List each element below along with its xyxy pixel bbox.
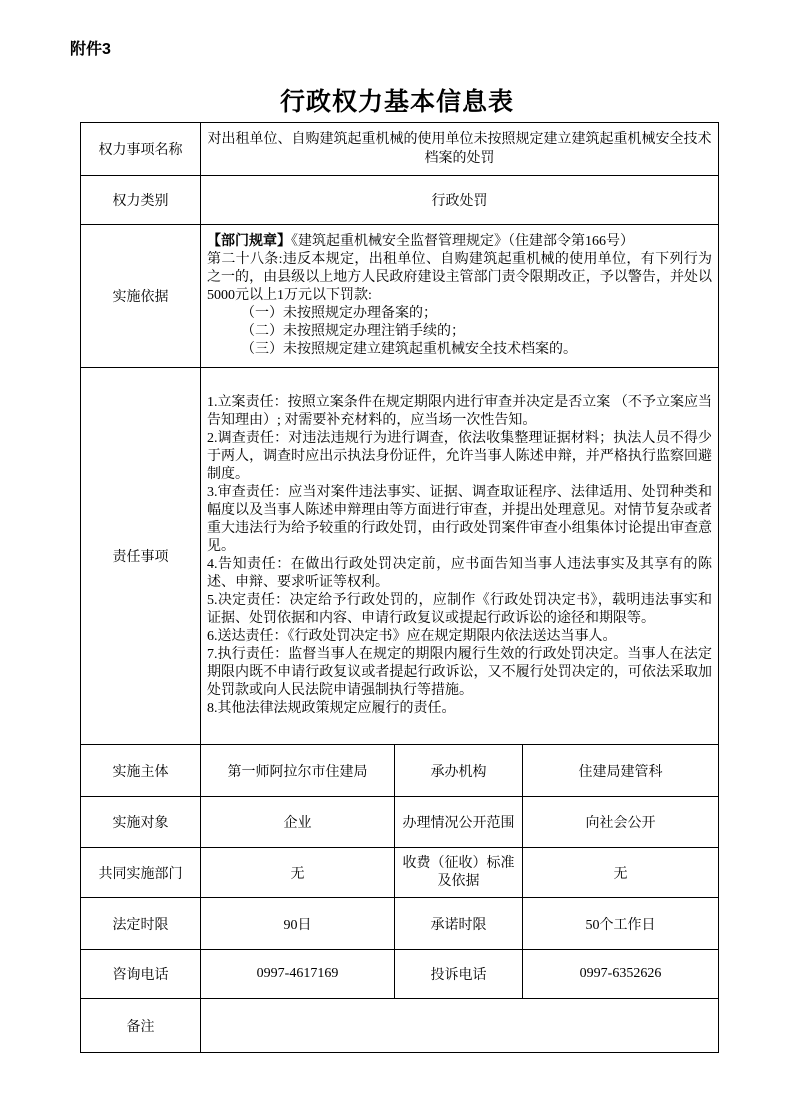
implementation-basis-label: 实施依据 [81,225,201,368]
basis-source-line [207,233,712,251]
remarks-label: 备注 [81,999,201,1053]
power-item-name-value: 对出租单位、自购建筑起重机械的使用单位未按照规定建立建筑起重机械安全技术档案的处罚 [201,123,719,176]
complaint-phone-label: 投诉电话 [395,950,523,999]
basis-source-title: 《建筑起重机械安全监督管理规定》（住建部令第166号） [291,234,634,249]
attachment-label: 附件3 [70,41,111,58]
fee-standard-label: 收费（征收）标准及依据 [395,848,523,898]
duty-item: 4.告知责任：在做出行政处罚决定前，应书面告知当事人违法事实及其享有的陈述、申辩、要求听证等权利。 [207,557,713,590]
row-joint-departments [81,848,719,898]
duty-item: 7.执行责任：监督当事人在规定的期限内履行生效的行政处罚决定。当事人在法定期限内既不申请行政复议或者提起行政诉讼，又不履行处罚决定的，可依法采取加处罚款或向人民法院申请强制执行等措施。 [207,647,713,698]
implementing-body-label: 实施主体 [81,745,201,797]
row-responsibility [81,368,719,745]
statutory-time-limit-label: 法定时限 [81,898,201,950]
row-consultation-phone [81,950,719,999]
basis-article: 第二十八条:违反本规定，出租单位、自购建筑起重机械的使用单位，有下列行为之一的，由县级以上地方人民政府建设主管部门责令限期改正，予以警告，并处以5000元以上1万元以下罚款: [207,252,713,303]
duty-item: 5.决定责任：决定给予行政处罚的，应制作《行政处罚决定书》，载明违法事实和证据、处罚依据和内容、申请行政复议或提起行政诉讼的途径和期限等。 [207,593,713,626]
basis-item: （二）未按照规定办理注销手续的； [241,324,465,339]
responsibility-label: 责任事项 [81,368,201,745]
duty-item: 8.其他法律法规政策规定应履行的责任。 [207,701,456,716]
implementation-target-label: 实施对象 [81,797,201,848]
row-implementation-target [81,797,719,848]
handling-agency-value: 住建局建管科 [523,745,719,797]
promised-time-limit-value: 50个工作日 [523,898,719,950]
consultation-phone-value: 0997-4617169 [201,950,395,999]
disclosure-scope-value: 向社会公开 [523,797,719,848]
joint-departments-label: 共同实施部门 [81,848,201,898]
row-implementation-basis [81,225,719,368]
page-title: 行政权力基本信息表 [279,89,514,116]
power-category-value: 行政处罚 [201,176,719,225]
duty-item: 2.调查责任：对违法违规行为进行调查，依法收集整理证据材料；执法人员不得少于两人，调查时应出示执法身份证件，允许当事人陈述申辩，并严格执行监察回避制度。 [207,431,713,482]
remarks-value [201,999,719,1053]
handling-agency-label: 承办机构 [395,745,523,797]
info-table [80,122,719,1053]
responsibility-value [201,368,719,745]
implementing-body-value: 第一师阿拉尔市住建局 [201,745,395,797]
duty-item: 3.审查责任：应当对案件违法事实、证据、调查取证程序、法律适用、处罚种类和幅度以及当事人陈述申辩理由等方面进行审查，并提出处理意见。对情节复杂或者重大违法行为给予较重的行政处罚，由行政处罚案件审查小组集体讨论提出审查意见。 [207,485,713,554]
implementation-target-value: 企业 [201,797,395,848]
row-remarks [81,999,719,1053]
duty-item: 6.送达责任：《行政处罚决定书》应在规定期限内依法送达当事人。 [207,629,617,644]
row-statutory-time-limit [81,898,719,950]
basis-item: （一）未按照规定办理备案的； [241,306,437,321]
duty-item: 1.立案责任：按照立案条件在规定期限内进行审查并决定是否立案 （不予立案应当告知理由）; 对需要补充材料的，应当场一次性告知。 [207,395,713,428]
complaint-phone-value: 0997-6352626 [523,950,719,999]
fee-standard-value: 无 [523,848,719,898]
power-category-label: 权力类别 [81,176,201,225]
row-power-item-name [81,123,719,176]
row-power-category [81,176,719,225]
power-item-name-label: 权力事项名称 [81,123,201,176]
disclosure-scope-label: 办理情况公开范围 [395,797,523,848]
consultation-phone-label: 咨询电话 [81,950,201,999]
joint-departments-value: 无 [201,848,395,898]
basis-source-tag: 【部门规章】 [207,234,291,249]
row-implementing-body [81,745,719,797]
statutory-time-limit-value: 90日 [201,898,395,950]
implementation-basis-value [201,225,719,368]
promised-time-limit-label: 承诺时限 [395,898,523,950]
basis-item: （三）未按照规定建立建筑起重机械安全技术档案的。 [241,342,577,357]
